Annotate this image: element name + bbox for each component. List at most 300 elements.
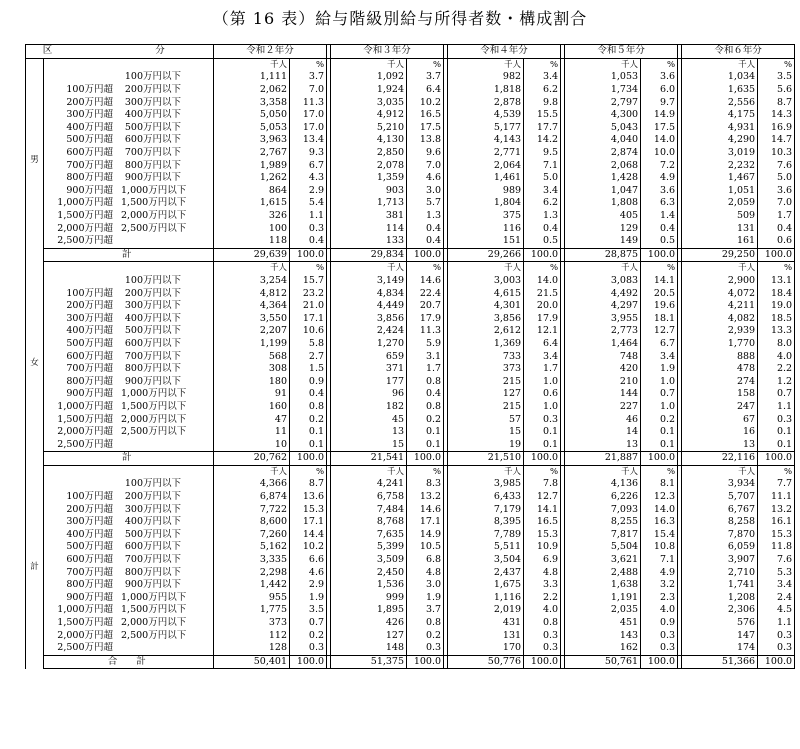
count-cell: 1,208 xyxy=(682,592,758,605)
unit-pct: % xyxy=(407,58,444,71)
pct-cell: 17.0 xyxy=(290,122,327,135)
count-cell: 151 xyxy=(448,235,524,248)
bracket-upper: 800万円以下 xyxy=(124,363,181,375)
pct-cell: 14.0 xyxy=(641,134,678,147)
table-row xyxy=(26,185,795,198)
pct-cell: 23.2 xyxy=(290,287,327,300)
unit-pct: % xyxy=(407,262,444,275)
group-label: 計 xyxy=(26,465,44,669)
total-pct: 100.0 xyxy=(524,248,561,262)
total-count: 50,401 xyxy=(214,655,290,669)
count-cell: 1,442 xyxy=(214,579,290,592)
table-header-row xyxy=(26,45,795,59)
pct-cell: 16.9 xyxy=(758,122,795,135)
count-cell: 147 xyxy=(682,629,758,642)
bracket-upper: 400万円以下 xyxy=(124,109,181,121)
total-pct: 100.0 xyxy=(407,248,444,262)
count-cell: 158 xyxy=(682,388,758,401)
bracket-label xyxy=(44,312,210,325)
pct-cell: 0.4 xyxy=(758,222,795,235)
pct-cell: 3.7 xyxy=(407,604,444,617)
pct-cell: 3.4 xyxy=(758,579,795,592)
bracket-lower: 500万円超 xyxy=(66,134,113,146)
bracket-label xyxy=(44,438,210,451)
pct-cell: 7.0 xyxy=(407,159,444,172)
bracket-upper: 500万円以下 xyxy=(124,528,181,540)
count-cell: 182 xyxy=(331,401,407,414)
count-cell: 4,300 xyxy=(565,109,641,122)
pct-cell: 4.9 xyxy=(641,566,678,579)
count-cell: 131 xyxy=(448,629,524,642)
total-count: 51,375 xyxy=(331,655,407,669)
bracket-upper: 300万円以下 xyxy=(124,96,181,108)
unit-pct: % xyxy=(641,58,678,71)
pct-cell: 0.7 xyxy=(290,617,327,630)
count-cell: 5,050 xyxy=(214,109,290,122)
bracket-label xyxy=(44,185,210,198)
pct-cell: 0.1 xyxy=(758,438,795,451)
count-cell: 888 xyxy=(682,350,758,363)
count-cell: 1,675 xyxy=(448,579,524,592)
count-cell: 5,210 xyxy=(331,122,407,135)
table-row xyxy=(26,159,795,172)
count-cell: 3,856 xyxy=(448,312,524,325)
pct-cell: 17.1 xyxy=(407,516,444,529)
bracket-lower: 100万円超 xyxy=(66,84,113,96)
pct-cell: 15.5 xyxy=(524,109,561,122)
pct-cell: 0.1 xyxy=(290,438,327,451)
count-cell: 1,053 xyxy=(565,71,641,84)
unit-count: 千人 xyxy=(565,465,641,478)
count-cell: 10 xyxy=(214,438,290,451)
bracket-upper: 900万円以下 xyxy=(124,375,181,387)
bracket-label xyxy=(44,566,210,579)
bracket-lower: 300万円超 xyxy=(66,516,113,528)
bracket-lower: 700万円超 xyxy=(66,363,113,375)
pct-cell: 6.0 xyxy=(641,84,678,97)
count-cell: 659 xyxy=(331,350,407,363)
bracket-label xyxy=(44,579,210,592)
pct-cell: 3.0 xyxy=(407,579,444,592)
count-cell: 3,955 xyxy=(565,312,641,325)
bracket-upper: 1,000万円以下 xyxy=(121,591,187,603)
pct-cell: 6.7 xyxy=(290,159,327,172)
pct-cell: 4.6 xyxy=(290,566,327,579)
pct-cell: 1.1 xyxy=(758,401,795,414)
count-cell: 1,741 xyxy=(682,579,758,592)
count-cell: 3,035 xyxy=(331,96,407,109)
unit-count: 千人 xyxy=(448,465,524,478)
unit-pct: % xyxy=(290,58,327,71)
count-cell: 2,450 xyxy=(331,566,407,579)
table-row xyxy=(26,275,795,288)
pct-cell: 0.3 xyxy=(524,629,561,642)
pct-cell: 12.7 xyxy=(641,325,678,338)
bracket-upper: 2,500万円以下 xyxy=(121,222,187,234)
pct-cell: 22.4 xyxy=(407,287,444,300)
count-cell: 3,934 xyxy=(682,478,758,491)
table-row xyxy=(26,363,795,376)
count-cell: 13 xyxy=(331,426,407,439)
count-cell: 3,509 xyxy=(331,554,407,567)
pct-cell: 4.8 xyxy=(524,566,561,579)
pct-cell: 18.1 xyxy=(641,312,678,325)
count-cell: 128 xyxy=(214,642,290,655)
table-row xyxy=(26,388,795,401)
count-cell: 3,254 xyxy=(214,275,290,288)
bracket-label xyxy=(44,604,210,617)
pct-cell: 4.3 xyxy=(290,172,327,185)
unit-count: 千人 xyxy=(214,58,290,71)
pct-cell: 5.4 xyxy=(290,197,327,210)
table-row xyxy=(26,529,795,542)
count-cell: 6,433 xyxy=(448,491,524,504)
pct-cell: 4.8 xyxy=(407,566,444,579)
bracket-upper: 500万円以下 xyxy=(124,121,181,133)
pct-cell: 9.8 xyxy=(524,96,561,109)
count-cell: 8,768 xyxy=(331,516,407,529)
pct-cell: 9.6 xyxy=(407,147,444,160)
count-cell: 2,710 xyxy=(682,566,758,579)
pct-cell: 14.6 xyxy=(407,503,444,516)
count-cell: 1,895 xyxy=(331,604,407,617)
table-row xyxy=(26,109,795,122)
bracket-lower: 2,000万円超 xyxy=(57,426,113,438)
pct-cell: 1.0 xyxy=(524,375,561,388)
count-cell: 45 xyxy=(331,413,407,426)
count-cell: 8,395 xyxy=(448,516,524,529)
header-category: 区 分 xyxy=(26,45,210,59)
bracket-lower: 900万円超 xyxy=(66,591,113,603)
total-pct: 100.0 xyxy=(524,655,561,669)
count-cell: 143 xyxy=(565,629,641,642)
count-cell: 5,162 xyxy=(214,541,290,554)
pct-cell: 11.8 xyxy=(758,541,795,554)
pct-cell: 20.7 xyxy=(407,300,444,313)
bracket-label xyxy=(44,122,210,135)
pct-cell: 0.3 xyxy=(524,413,561,426)
pct-cell: 13.2 xyxy=(407,491,444,504)
count-cell: 373 xyxy=(214,617,290,630)
bracket-upper: 1,000万円以下 xyxy=(121,184,187,196)
pct-cell: 1.9 xyxy=(407,592,444,605)
pct-cell: 3.6 xyxy=(758,185,795,198)
group-label: 男 xyxy=(26,58,44,262)
pct-cell: 2.3 xyxy=(641,592,678,605)
pct-cell: 6.3 xyxy=(641,197,678,210)
pct-cell: 0.4 xyxy=(290,388,327,401)
count-cell: 2,078 xyxy=(331,159,407,172)
bracket-lower: 300万円超 xyxy=(66,312,113,324)
bracket-label xyxy=(44,503,210,516)
unit-count: 千人 xyxy=(682,58,758,71)
table-row xyxy=(26,541,795,554)
bracket-upper: 600万円以下 xyxy=(124,134,181,146)
count-cell: 3,335 xyxy=(214,554,290,567)
count-cell: 6,226 xyxy=(565,491,641,504)
total-count: 21,510 xyxy=(448,452,524,466)
pct-cell: 5.9 xyxy=(407,338,444,351)
bracket-upper: 400万円以下 xyxy=(124,516,181,528)
unit-pct: % xyxy=(524,262,561,275)
count-cell: 4,082 xyxy=(682,312,758,325)
group-label: 女 xyxy=(26,262,44,466)
count-cell: 67 xyxy=(682,413,758,426)
pct-cell: 0.5 xyxy=(641,235,678,248)
count-cell: 4,040 xyxy=(565,134,641,147)
pct-cell: 0.3 xyxy=(407,642,444,655)
count-cell: 1,818 xyxy=(448,84,524,97)
pct-cell: 0.7 xyxy=(641,388,678,401)
pct-cell: 10.3 xyxy=(758,147,795,160)
count-cell: 5,399 xyxy=(331,541,407,554)
count-cell: 3,550 xyxy=(214,312,290,325)
total-row xyxy=(26,248,795,262)
count-cell: 955 xyxy=(214,592,290,605)
bracket-lower: 600万円超 xyxy=(66,350,113,362)
count-cell: 1,428 xyxy=(565,172,641,185)
total-pct: 100.0 xyxy=(407,655,444,669)
pct-cell: 2.9 xyxy=(290,185,327,198)
table-row xyxy=(26,235,795,248)
pct-cell: 11.1 xyxy=(758,491,795,504)
unit-row xyxy=(26,58,795,71)
bracket-label xyxy=(44,96,210,109)
pct-cell: 0.9 xyxy=(641,617,678,630)
header-year: 令和３年分 xyxy=(331,45,444,59)
total-row xyxy=(26,452,795,466)
pct-cell: 1.0 xyxy=(641,401,678,414)
pct-cell: 2.2 xyxy=(524,592,561,605)
total-count: 20,762 xyxy=(214,452,290,466)
pct-cell: 0.3 xyxy=(524,642,561,655)
pct-cell: 8.1 xyxy=(641,478,678,491)
count-cell: 1,638 xyxy=(565,579,641,592)
pct-cell: 4.5 xyxy=(758,604,795,617)
table-row xyxy=(26,338,795,351)
unit-count: 千人 xyxy=(331,262,407,275)
pct-cell: 2.2 xyxy=(758,363,795,376)
count-cell: 7,789 xyxy=(448,529,524,542)
count-cell: 6,874 xyxy=(214,491,290,504)
total-pct: 100.0 xyxy=(290,248,327,262)
pct-cell: 21.5 xyxy=(524,287,561,300)
count-cell: 381 xyxy=(331,210,407,223)
bracket-upper: 400万円以下 xyxy=(124,312,181,324)
pct-cell: 11.3 xyxy=(290,96,327,109)
total-count: 29,639 xyxy=(214,248,290,262)
count-cell: 7,179 xyxy=(448,503,524,516)
bracket-label xyxy=(44,172,210,185)
pct-cell: 7.7 xyxy=(758,478,795,491)
count-cell: 982 xyxy=(448,71,524,84)
pct-cell: 3.4 xyxy=(524,350,561,363)
bracket-lower: 1,500万円超 xyxy=(57,617,113,629)
count-cell: 1,770 xyxy=(682,338,758,351)
count-cell: 568 xyxy=(214,350,290,363)
bracket-label xyxy=(44,592,210,605)
pct-cell: 0.2 xyxy=(290,413,327,426)
count-cell: 144 xyxy=(565,388,641,401)
bracket-lower: 2,000万円超 xyxy=(57,222,113,234)
bracket-lower: 2,500万円超 xyxy=(57,235,113,247)
count-cell: 215 xyxy=(448,375,524,388)
pct-cell: 1.0 xyxy=(641,375,678,388)
count-cell: 2,207 xyxy=(214,325,290,338)
pct-cell: 7.1 xyxy=(641,554,678,567)
pct-cell: 13.6 xyxy=(290,491,327,504)
header-year: 令和４年分 xyxy=(448,45,561,59)
pct-cell: 1.7 xyxy=(524,363,561,376)
pct-cell: 5.6 xyxy=(758,84,795,97)
pct-cell: 9.3 xyxy=(290,147,327,160)
table-row xyxy=(26,300,795,313)
count-cell: 2,767 xyxy=(214,147,290,160)
pct-cell: 5.8 xyxy=(290,338,327,351)
unit-count: 千人 xyxy=(214,262,290,275)
pct-cell: 17.7 xyxy=(524,122,561,135)
bracket-label xyxy=(44,350,210,363)
bracket-lower: 600万円超 xyxy=(66,554,113,566)
pct-cell: 17.0 xyxy=(290,109,327,122)
pct-cell: 14.3 xyxy=(758,109,795,122)
pct-cell: 4.0 xyxy=(641,604,678,617)
pct-cell: 0.4 xyxy=(407,388,444,401)
count-cell: 4,130 xyxy=(331,134,407,147)
pct-cell: 15.3 xyxy=(290,503,327,516)
pct-cell: 5.0 xyxy=(524,172,561,185)
count-cell: 989 xyxy=(448,185,524,198)
bracket-upper: 2,500万円以下 xyxy=(121,629,187,641)
pct-cell: 3.1 xyxy=(407,350,444,363)
pct-cell: 11.3 xyxy=(407,325,444,338)
count-cell: 509 xyxy=(682,210,758,223)
bracket-lower: 500万円超 xyxy=(66,541,113,553)
count-cell: 2,488 xyxy=(565,566,641,579)
bracket-upper: 200万円以下 xyxy=(124,84,181,96)
count-cell: 2,874 xyxy=(565,147,641,160)
count-cell: 215 xyxy=(448,401,524,414)
pct-cell: 13.3 xyxy=(758,325,795,338)
bracket-label xyxy=(44,541,210,554)
pct-cell: 10.8 xyxy=(641,541,678,554)
pct-cell: 19.6 xyxy=(641,300,678,313)
count-cell: 405 xyxy=(565,210,641,223)
table-row xyxy=(26,566,795,579)
bracket-lower: 900万円超 xyxy=(66,388,113,400)
pct-cell: 14.4 xyxy=(290,529,327,542)
count-cell: 3,963 xyxy=(214,134,290,147)
count-cell: 5,504 xyxy=(565,541,641,554)
count-cell: 210 xyxy=(565,375,641,388)
bracket-label xyxy=(44,210,210,223)
count-cell: 4,492 xyxy=(565,287,641,300)
count-cell: 7,722 xyxy=(214,503,290,516)
count-cell: 1,270 xyxy=(331,338,407,351)
unit-pct: % xyxy=(758,58,795,71)
total-pct: 100.0 xyxy=(641,452,678,466)
bracket-label xyxy=(44,465,210,478)
pct-cell: 9.7 xyxy=(641,96,678,109)
unit-pct: % xyxy=(524,465,561,478)
bracket-lower: 1,000万円超 xyxy=(57,604,113,616)
count-cell: 2,068 xyxy=(565,159,641,172)
count-cell: 5,043 xyxy=(565,122,641,135)
pct-cell: 0.8 xyxy=(407,401,444,414)
count-cell: 4,297 xyxy=(565,300,641,313)
count-cell: 127 xyxy=(448,388,524,401)
count-cell: 127 xyxy=(331,629,407,642)
count-cell: 2,306 xyxy=(682,604,758,617)
pct-cell: 12.3 xyxy=(641,491,678,504)
pct-cell: 0.8 xyxy=(407,375,444,388)
count-cell: 903 xyxy=(331,185,407,198)
bracket-lower: 200万円超 xyxy=(66,503,113,515)
bracket-label xyxy=(44,159,210,172)
table-row xyxy=(26,287,795,300)
pct-cell: 5.3 xyxy=(758,566,795,579)
count-cell: 1,034 xyxy=(682,71,758,84)
table-row xyxy=(26,122,795,135)
pct-cell: 7.6 xyxy=(758,554,795,567)
pct-cell: 14.7 xyxy=(758,134,795,147)
pct-cell: 3.7 xyxy=(290,71,327,84)
pct-cell: 0.6 xyxy=(758,235,795,248)
table-row xyxy=(26,71,795,84)
count-cell: 8,600 xyxy=(214,516,290,529)
unit-count: 千人 xyxy=(214,465,290,478)
count-cell: 4,366 xyxy=(214,478,290,491)
pct-cell: 0.9 xyxy=(290,375,327,388)
bracket-upper: 200万円以下 xyxy=(124,491,181,503)
count-cell: 1,461 xyxy=(448,172,524,185)
bracket-label xyxy=(44,58,210,71)
count-cell: 4,539 xyxy=(448,109,524,122)
count-cell: 7,484 xyxy=(331,503,407,516)
count-cell: 1,092 xyxy=(331,71,407,84)
pct-cell: 3.4 xyxy=(524,185,561,198)
pct-cell: 17.5 xyxy=(407,122,444,135)
table-row xyxy=(26,491,795,504)
pct-cell: 1.3 xyxy=(407,210,444,223)
pct-cell: 1.3 xyxy=(524,210,561,223)
pct-cell: 3.6 xyxy=(641,71,678,84)
count-cell: 170 xyxy=(448,642,524,655)
bracket-lower: 1,500万円超 xyxy=(57,210,113,222)
pct-cell: 0.3 xyxy=(290,222,327,235)
pct-cell: 6.2 xyxy=(524,84,561,97)
bracket-label xyxy=(44,642,210,655)
count-cell: 8,258 xyxy=(682,516,758,529)
count-cell: 2,773 xyxy=(565,325,641,338)
unit-pct: % xyxy=(641,465,678,478)
count-cell: 4,136 xyxy=(565,478,641,491)
bracket-upper: 2,000万円以下 xyxy=(121,617,187,629)
bracket-label xyxy=(44,134,210,147)
count-cell: 4,072 xyxy=(682,287,758,300)
count-cell: 274 xyxy=(682,375,758,388)
pct-cell: 19.0 xyxy=(758,300,795,313)
unit-count: 千人 xyxy=(448,262,524,275)
count-cell: 2,232 xyxy=(682,159,758,172)
table-row xyxy=(26,592,795,605)
pct-cell: 7.6 xyxy=(758,159,795,172)
bracket-label xyxy=(44,147,210,160)
bracket-upper: 700万円以下 xyxy=(124,147,181,159)
pct-cell: 14.1 xyxy=(641,275,678,288)
count-cell: 864 xyxy=(214,185,290,198)
pct-cell: 0.1 xyxy=(524,438,561,451)
